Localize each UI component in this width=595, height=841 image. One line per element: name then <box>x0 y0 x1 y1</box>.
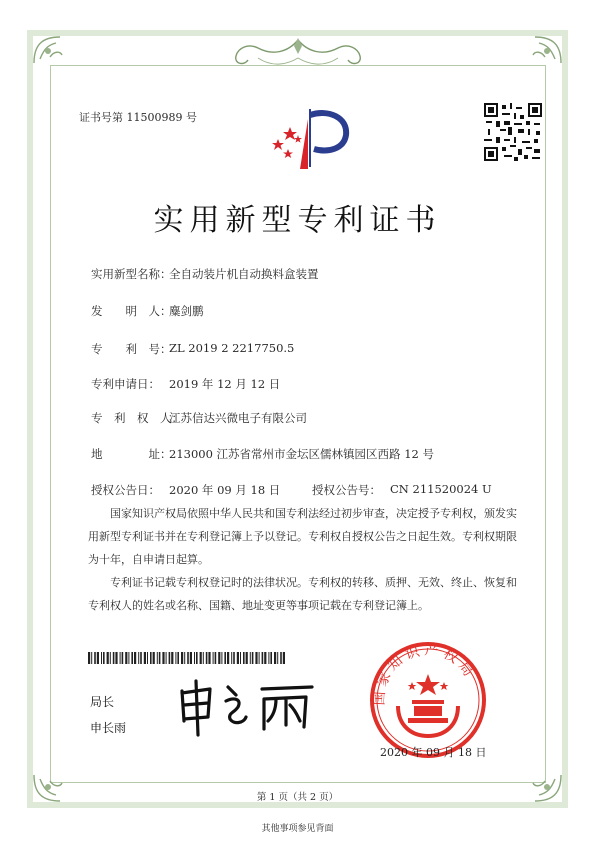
field-label-announcement-number: 授权公告号： <box>312 483 381 497</box>
handwritten-signature <box>172 677 322 737</box>
corner-ornament-top-left <box>30 33 90 93</box>
barcode-icon <box>88 652 288 664</box>
qr-code-icon <box>484 103 542 161</box>
field-value-patent-number: ZL 2019 2 2217750.5 <box>169 341 295 355</box>
body-paragraph: 国家知识产权局依照中华人民共和国专利法经过初步审查，决定授予专利权，颁发实用新型专利证书并在专利登记簿上予以登记。专利权自授权公告之日起生效。专利权期限为十年，自申请日起算。 <box>88 507 517 566</box>
seal-date: 2020 年 09 月 18 日 <box>380 746 487 759</box>
certificate-number-prefix: 证书号第 <box>79 111 123 124</box>
certificate-number-suffix: 号 <box>186 111 197 124</box>
signature-title: 局长 <box>90 695 115 709</box>
certificate-number <box>79 109 197 125</box>
field-value-grant-announcement-date: 2020 年 09 月 18 日 <box>169 483 281 497</box>
svg-text:国家知识产权局 <box>372 641 479 706</box>
field-label-address: 地 址： <box>91 447 172 461</box>
field-label-application-date: 专利申请日： <box>91 377 160 391</box>
body-paragraph: 专利证书记载专利权登记时的法律状况。专利权的转移、质押、无效、终止、恢复和专利权人的姓名或名称、国籍、地址变更等事项记载在专利登记簿上。 <box>88 576 517 612</box>
field-label-grant-announcement-date: 授权公告日： <box>91 483 160 497</box>
field-label-patentee: 专 利 权 人： <box>91 411 183 425</box>
field-value-patentee: 江苏信达兴微电子有限公司 <box>169 411 307 425</box>
corner-ornament-top-right <box>505 33 565 93</box>
field-label-patent-number: 专 利 号： <box>91 342 172 356</box>
field-value-address: 213000 江苏省常州市金坛区儒林镇园区西路 12 号 <box>169 447 434 461</box>
field-label-utility-model-name: 实用新型名称： <box>91 267 172 281</box>
top-ornament <box>218 34 378 74</box>
certificate-number-value: 11500989 <box>126 111 183 124</box>
signature-name: 申长雨 <box>90 721 127 735</box>
certificate-body <box>88 502 518 617</box>
patent-office-logo-icon <box>268 105 358 175</box>
certificate-title: 实用新型专利证书 <box>153 203 442 238</box>
field-label-inventor: 发 明 人： <box>91 304 172 318</box>
field-value-utility-model-name: 全自动装片机自动换料盒装置 <box>169 267 319 281</box>
seal-text: 国家知识产权局 <box>371 642 479 706</box>
footer-note: 其他事项参见背面 <box>261 824 334 834</box>
field-value-inventor: 麋剑鹏 <box>169 304 204 318</box>
seal-emblem-icon <box>368 640 488 760</box>
field-value-announcement-number: CN 211520024 U <box>390 482 492 496</box>
page-indicator: 第 1 页（共 2 页） <box>256 792 339 803</box>
field-value-application-date: 2019 年 12 月 12 日 <box>169 377 281 391</box>
